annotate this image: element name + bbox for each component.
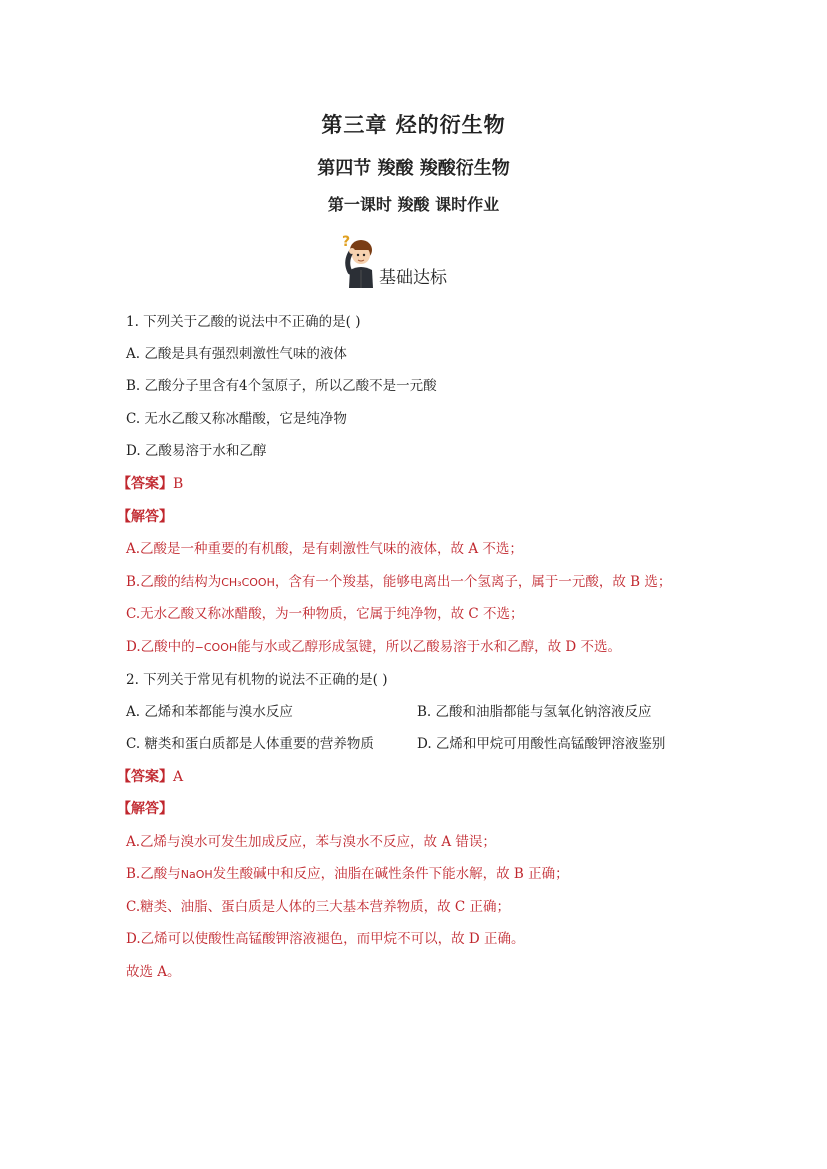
section-badge <box>339 232 509 288</box>
q1-analysis-b-post: ，含有一个羧基，能够电离出一个氢离子，属于一元酸，故 B 选； <box>274 574 672 590</box>
q2-answer <box>117 767 183 787</box>
q2-analysis-b-pre: B.乙酸与 <box>126 866 181 882</box>
q1-analysis-d-pre: D.乙酸中的 <box>126 639 195 655</box>
q1-stem: 1. 下列关于乙酸的说法中不正确的是( ) <box>126 314 361 330</box>
q1-option-a: A. 乙酸是具有强烈刺激性气味的液体 <box>126 346 347 362</box>
badge-label: 基础达标 <box>379 268 447 288</box>
q2-stem: 2. 下列关于常见有机物的说法不正确的是( ) <box>126 672 388 688</box>
q1-analysis-a-text: A.乙酸是一种重要的有机酸，是有刺激性气味的液体，故 A 不选； <box>126 541 523 557</box>
q1-analysis-c <box>126 604 524 624</box>
q1-analysis-a <box>126 539 523 559</box>
q2-analysis-b-post: 发生酸碱中和反应，油脂在碱性条件下能水解，故 B 正确； <box>212 866 569 882</box>
q1-answer-value: B <box>173 476 184 492</box>
q2-analysis-d <box>126 929 525 949</box>
q2-option-a: A. 乙烯和苯都能与溴水反应 <box>126 704 293 720</box>
q1-analysis-b-formula: CH₃COOH <box>221 576 275 589</box>
q2-answer-value: A <box>173 769 184 785</box>
thinking-student-icon <box>339 232 383 288</box>
q1-option-d: D. 乙酸易溶于水和乙醇 <box>126 443 267 459</box>
q2-analysis-d-text: D.乙烯可以使酸性高锰酸钾溶液褪色，而甲烷不可以，故 D 正确。 <box>126 931 525 947</box>
q2-analysis-a <box>126 832 496 852</box>
q2-analysis-heading <box>117 799 173 819</box>
q2-conclusion: 故选 A。 <box>126 964 181 980</box>
q1-analysis-d <box>126 637 621 658</box>
q1-analysis-heading <box>117 507 173 527</box>
q1-analysis-tag: 【解答】 <box>117 509 173 525</box>
q1-answer-tag: 【答案】 <box>117 476 173 492</box>
q2-option-c: C. 糖类和蛋白质都是人体重要的营养物质 <box>126 736 374 752</box>
q1-analysis-c-text: C.无水乙酸又称冰醋酸，为一种物质，它属于纯净物，故 C 不选； <box>126 606 524 622</box>
q1-option-c: C. 无水乙酸又称冰醋酸，它是纯净物 <box>126 411 347 427</box>
chapter-title: 第三章 烃的衍生物 <box>321 112 506 137</box>
section-title: 第四节 羧酸 羧酸衍生物 <box>317 158 510 179</box>
q2-analysis-c-text: C.糖类、油脂、蛋白质是人体的三大基本营养物质，故 C 正确； <box>126 899 511 915</box>
q2-option-d: D. 乙烯和甲烷可用酸性高锰酸钾溶液鉴别 <box>417 736 666 752</box>
q1-option-b: B. 乙酸分子里含有4个氢原子，所以乙酸不是一元酸 <box>126 378 437 394</box>
lesson-title: 第一课时 羧酸 课时作业 <box>327 195 500 214</box>
q2-analysis-b <box>126 864 569 885</box>
q2-analysis-b-formula: NaOH <box>180 868 213 881</box>
q2-option-b: B. 乙酸和油脂都能与氢氧化钠溶液反应 <box>417 704 652 720</box>
q2-analysis-tag: 【解答】 <box>117 801 173 817</box>
q1-analysis-d-post: 能与水或乙醇形成氢键，所以乙酸易溶于水和乙醇，故 D 不选。 <box>237 639 622 655</box>
q1-answer <box>117 474 183 494</box>
q2-analysis-a-text: A.乙烯与溴水可发生加成反应，苯与溴水不反应，故 A 错误； <box>126 834 496 850</box>
q2-analysis-c <box>126 897 510 917</box>
q1-analysis-d-formula: −COOH <box>194 641 238 654</box>
svg-text:?: ? <box>342 234 351 250</box>
q1-analysis-b <box>126 572 671 593</box>
q2-answer-tag: 【答案】 <box>117 769 173 785</box>
q1-analysis-b-pre: B.乙酸的结构为 <box>126 574 222 590</box>
